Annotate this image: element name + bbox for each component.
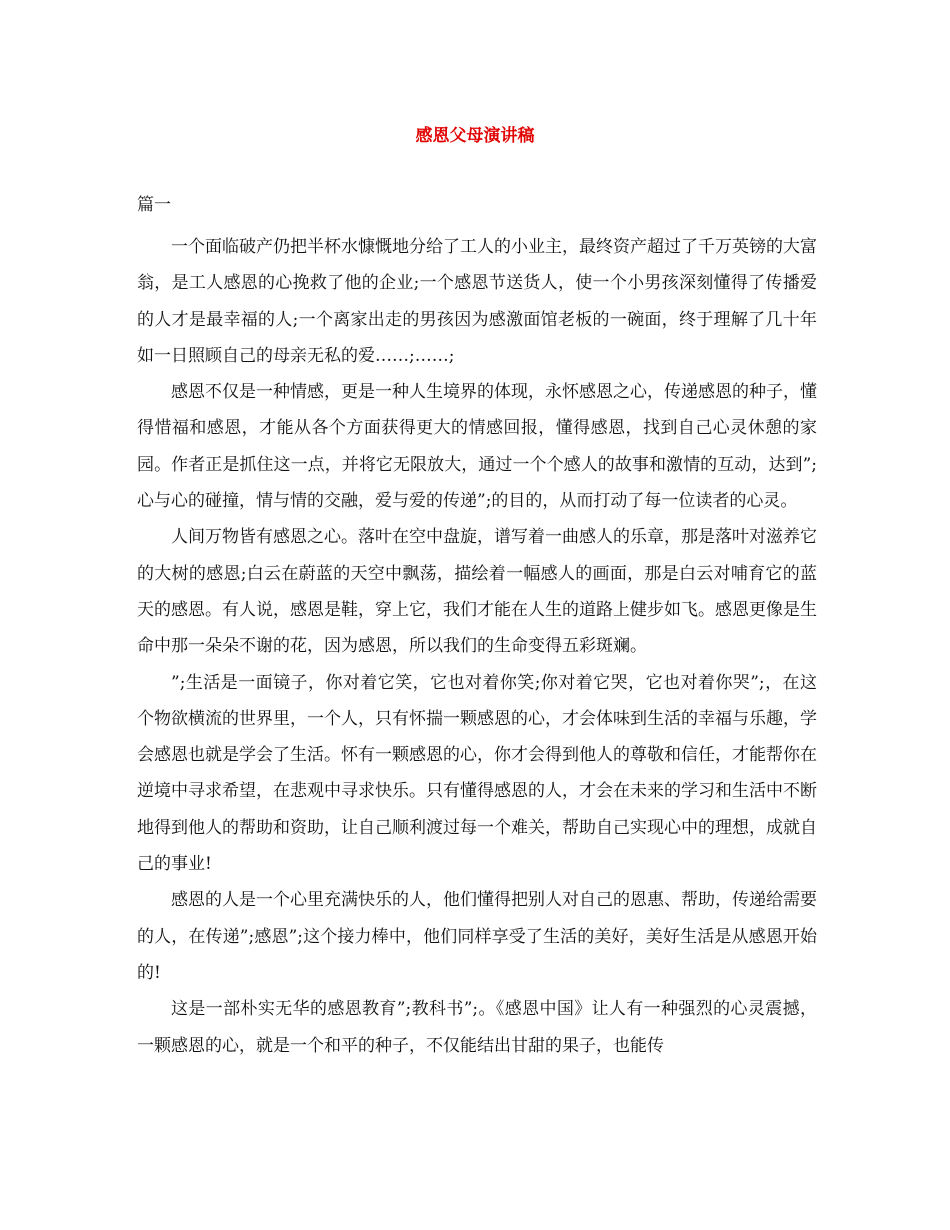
document-body bbox=[137, 229, 817, 1064]
paragraph-6: 这是一部朴实无华的感恩教育”;教科书”;。《感恩中国》让人有一种强烈的心灵震撼，一颗感恩的心，就是一个和平的种子，不仅能结出甘甜的果子，也能传 bbox=[137, 999, 817, 1056]
section-label: 篇一 bbox=[137, 195, 171, 215]
document-title: 感恩父母演讲稿 bbox=[415, 126, 535, 146]
paragraph-1: 一个面临破产仍把半杯水慷慨地分给了工人的小业主，最终资产超过了千万英镑的大富翁，是工人感恩的心挽救了他的企业;一个感恩节送货人，使一个小男孩深刻懂得了传播爱的人才是最幸福的人;一个离家出走的男孩因为感激面馆老板的一碗面，终于理解了几十年如一日照顾自己的母亲无私的爱……;……; bbox=[137, 237, 817, 366]
paragraph-5: 感恩的人是一个心里充满快乐的人，他们懂得把别人对自己的恩惠、帮助，传递给需要的人，在传递”;感恩”;这个接力棒中，他们同样享受了生活的美好，美好生活是从感恩开始的! bbox=[137, 890, 817, 983]
paragraph-2: 感恩不仅是一种情感，更是一种人生境界的体现，永怀感恩之心，传递感恩的种子，懂得惜福和感恩，才能从各个方面获得更大的情感回报，懂得感恩，找到自己心灵休憩的家园。作者正是抓住这一点，并将它无限放大，通过一个个感人的故事和激情的互动，达到”;心与心的碰撞，情与情的交融，爱与爱的传递”;的目的，从而打动了每一位读者的心灵。 bbox=[137, 382, 817, 512]
paragraph-4: ”;生活是一面镜子，你对着它笑，它也对着你笑;你对着它哭，它也对着你哭”;，在这个物欲横流的世界里，一个人，只有怀揣一颗感恩的心，才会体味到生活的幸福与乐趣，学会感恩也就是学会了生活。怀有一颗感恩的心，你才会得到他人的尊敬和信任，才能帮你在逆境中寻求希望，在悲观中寻求快乐。只有懂得感恩的人，才会在未来的学习和生活中不断地得到他人的帮助和资助，让自己顺利渡过每一个难关，帮助自己实现心中的理想，成就自己的事业! bbox=[137, 672, 817, 875]
paragraph-3: 人间万物皆有感恩之心。落叶在空中盘旋，谱写着一曲感人的乐章，那是落叶对滋养它的大树的感恩;白云在蔚蓝的天空中飘荡，描绘着一幅感人的画面，那是白云对哺育它的蓝天的感恩。有人说，感恩是鞋，穿上它，我们才能在人生的道路上健步如飞。感恩更像是生命中那一朵朵不谢的花，因为感恩，所以我们的生命变得五彩斑斓。 bbox=[137, 527, 817, 657]
